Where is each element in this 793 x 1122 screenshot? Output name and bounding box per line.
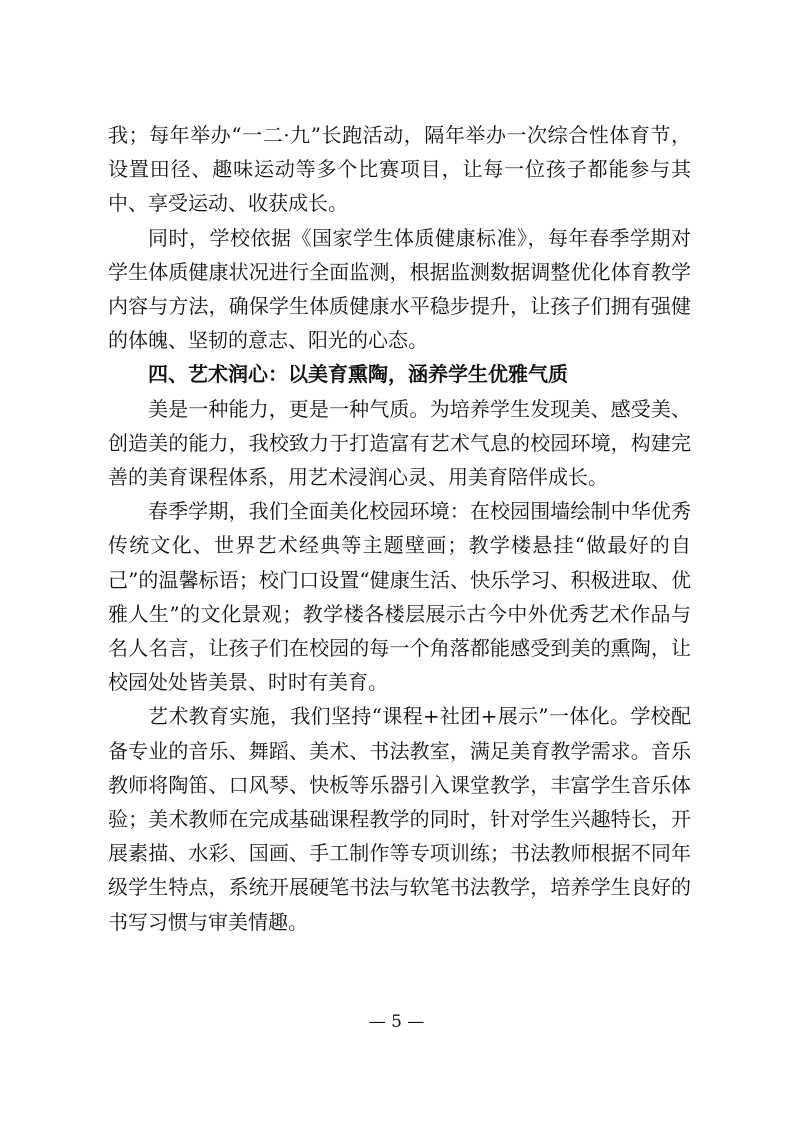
document-body bbox=[108, 118, 691, 939]
paragraph-art-education: 艺术教育实施，我们坚持“课程+社团+展示”一体化。学校配备专业的音乐、舞蹈、美术、书法教室，满足美育教学需求。音乐教师将陶笛、口风琴、快板等乐器引入课堂教学，丰富学生音乐体验；美术教师在完成基础课程教学的同时，针对学生兴趣特长，开展素描、水彩、国画、手工制作等专项训练；书法教师根据不同年级学生特点，系统开展硬笔书法与软笔书法教学，培养学生良好的书写习惯与审美情趣。 bbox=[108, 704, 691, 934]
paragraph-continuation: 我；每年举办“一二·九”长跑活动，隔年举办一次综合性体育节，设置田径、趣味运动等多个比赛项目，让每一位孩子都能参与其中、享受运动、收获成长。 bbox=[108, 123, 691, 216]
paragraph-art-intro: 美是一种能力，更是一种气质。为培养学生发现美、感受美、创造美的能力，我校致力于打造富有艺术气息的校园环境，构建完善的美育课程体系，用艺术浸润心灵、用美育陪伴成长。 bbox=[108, 396, 691, 490]
paragraph-physical-health-monitoring: 同时，学校依据《国家学生体质健康标准》，每年春季学期对学生体质健康状况进行全面监测，根据监测数据调整优化体育教学内容与方法，确保学生体质健康水平稳步提升，让孩子们拥有强健的体魄、坚韧的意志、阳光的心态。 bbox=[108, 225, 691, 353]
page-number: — 5 — bbox=[368, 1012, 425, 1032]
paragraph-campus-environment: 春季学期，我们全面美化校园环境：在校园围墙绘制中华优秀传统文化、世界艺术经典等主题壁画；教学楼悬挂“做最好的自己”的温馨标语；校门口设置“健康生活、快乐学习、积极进取、优雅人生”的文化景观；教学楼各楼层展示古今中外优秀艺术作品与名人名言，让孩子们在校园的每一个角落都能感受到美的熏陶，让校园处处皆美景、时时有美育。 bbox=[108, 499, 691, 695]
section-heading-art: 四、艺术润心：以美育熏陶，涵养学生优雅气质 bbox=[148, 362, 568, 387]
